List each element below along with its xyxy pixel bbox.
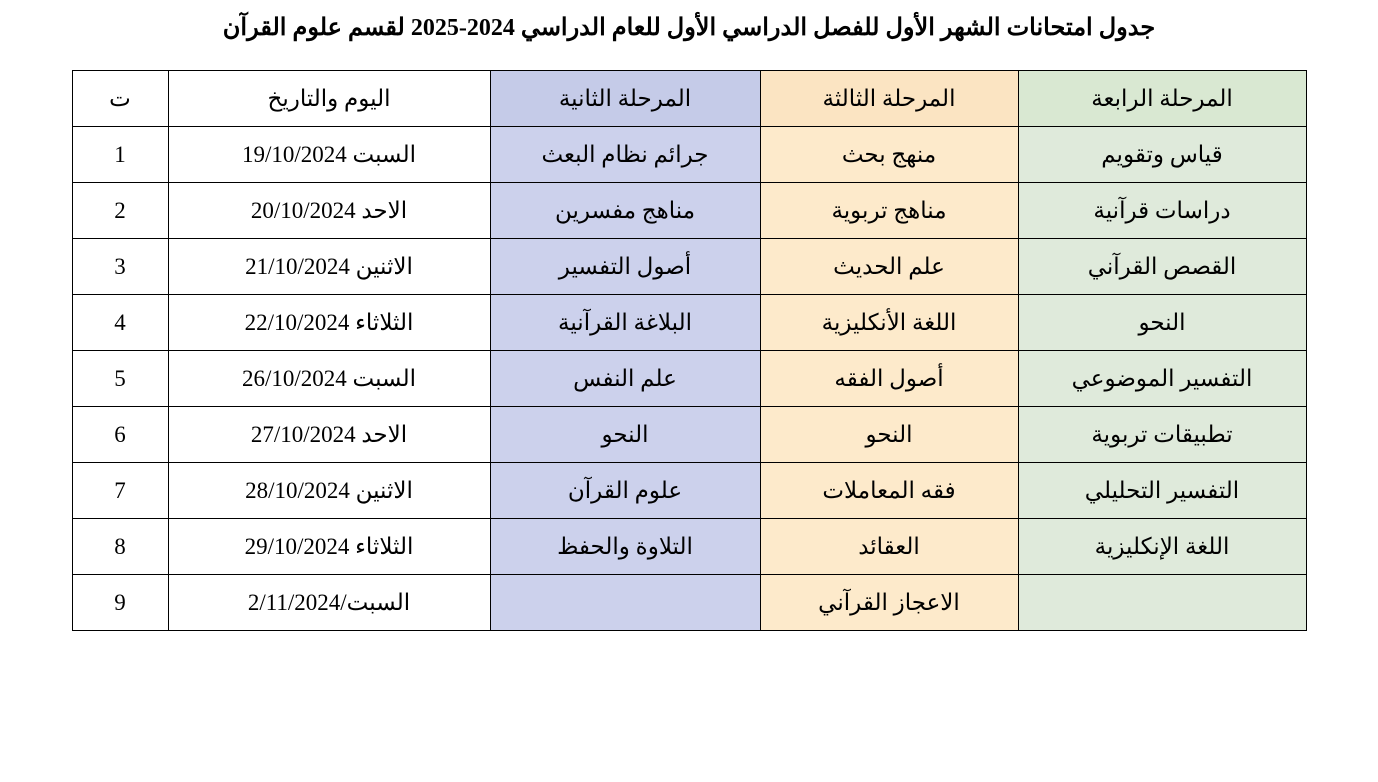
cell-index: 6 [72, 407, 168, 463]
cell-stage3: النحو [760, 407, 1018, 463]
cell-stage4: التفسير الموضوعي [1018, 351, 1306, 407]
table-row [72, 239, 1306, 295]
cell-date: الثلاثاء 22/10/2024 [168, 295, 490, 351]
table-row [72, 463, 1306, 519]
table-header-row [72, 71, 1306, 127]
cell-stage3: أصول الفقه [760, 351, 1018, 407]
cell-stage2: النحو [490, 407, 760, 463]
cell-index: 1 [72, 127, 168, 183]
cell-stage4: التفسير التحليلي [1018, 463, 1306, 519]
table-row [72, 351, 1306, 407]
cell-date: الاثنين 28/10/2024 [168, 463, 490, 519]
cell-index: 9 [72, 575, 168, 631]
table-row [72, 127, 1306, 183]
cell-stage4: تطبيقات تربوية [1018, 407, 1306, 463]
cell-stage2: علوم القرآن [490, 463, 760, 519]
table-row [72, 575, 1306, 631]
column-header-index: ت [72, 71, 168, 127]
cell-date: السبت 26/10/2024 [168, 351, 490, 407]
cell-index: 8 [72, 519, 168, 575]
cell-stage4: اللغة الإنكليزية [1018, 519, 1306, 575]
cell-date: السبت/2/11/2024 [168, 575, 490, 631]
table-row [72, 183, 1306, 239]
column-header-stage4: المرحلة الرابعة [1018, 71, 1306, 127]
cell-date: الاحد 27/10/2024 [168, 407, 490, 463]
cell-stage3: علم الحديث [760, 239, 1018, 295]
exam-schedule-table [72, 70, 1307, 631]
cell-index: 5 [72, 351, 168, 407]
cell-date: الثلاثاء 29/10/2024 [168, 519, 490, 575]
cell-stage4: القصص القرآني [1018, 239, 1306, 295]
cell-stage2: مناهج مفسرين [490, 183, 760, 239]
table-row [72, 295, 1306, 351]
cell-stage3: منهج بحث [760, 127, 1018, 183]
cell-stage3: الاعجاز القرآني [760, 575, 1018, 631]
table-body [72, 127, 1306, 631]
column-header-stage2: المرحلة الثانية [490, 71, 760, 127]
cell-stage2: البلاغة القرآنية [490, 295, 760, 351]
cell-stage3: العقائد [760, 519, 1018, 575]
cell-index: 4 [72, 295, 168, 351]
column-header-date: اليوم والتاريخ [168, 71, 490, 127]
cell-date: الاحد 20/10/2024 [168, 183, 490, 239]
schedule-table-container [0, 70, 1378, 631]
cell-stage4: قياس وتقويم [1018, 127, 1306, 183]
table-row [72, 519, 1306, 575]
cell-stage4 [1018, 575, 1306, 631]
cell-stage4: دراسات قرآنية [1018, 183, 1306, 239]
page-title: جدول امتحانات الشهر الأول للفصل الدراسي الأول للعام الدراسي 2024-2025 لقسم علوم القرآن [222, 15, 1156, 41]
cell-index: 3 [72, 239, 168, 295]
cell-index: 7 [72, 463, 168, 519]
cell-stage2: أصول التفسير [490, 239, 760, 295]
cell-date: السبت 19/10/2024 [168, 127, 490, 183]
table-row [72, 407, 1306, 463]
column-header-stage3: المرحلة الثالثة [760, 71, 1018, 127]
cell-stage2: التلاوة والحفظ [490, 519, 760, 575]
cell-date: الاثنين 21/10/2024 [168, 239, 490, 295]
cell-stage2: علم النفس [490, 351, 760, 407]
cell-stage3: مناهج تربوية [760, 183, 1018, 239]
cell-index: 2 [72, 183, 168, 239]
cell-stage2: جرائم نظام البعث [490, 127, 760, 183]
cell-stage3: اللغة الأنكليزية [760, 295, 1018, 351]
cell-stage4: النحو [1018, 295, 1306, 351]
cell-stage3: فقه المعاملات [760, 463, 1018, 519]
table-header [72, 71, 1306, 127]
cell-stage2 [490, 575, 760, 631]
